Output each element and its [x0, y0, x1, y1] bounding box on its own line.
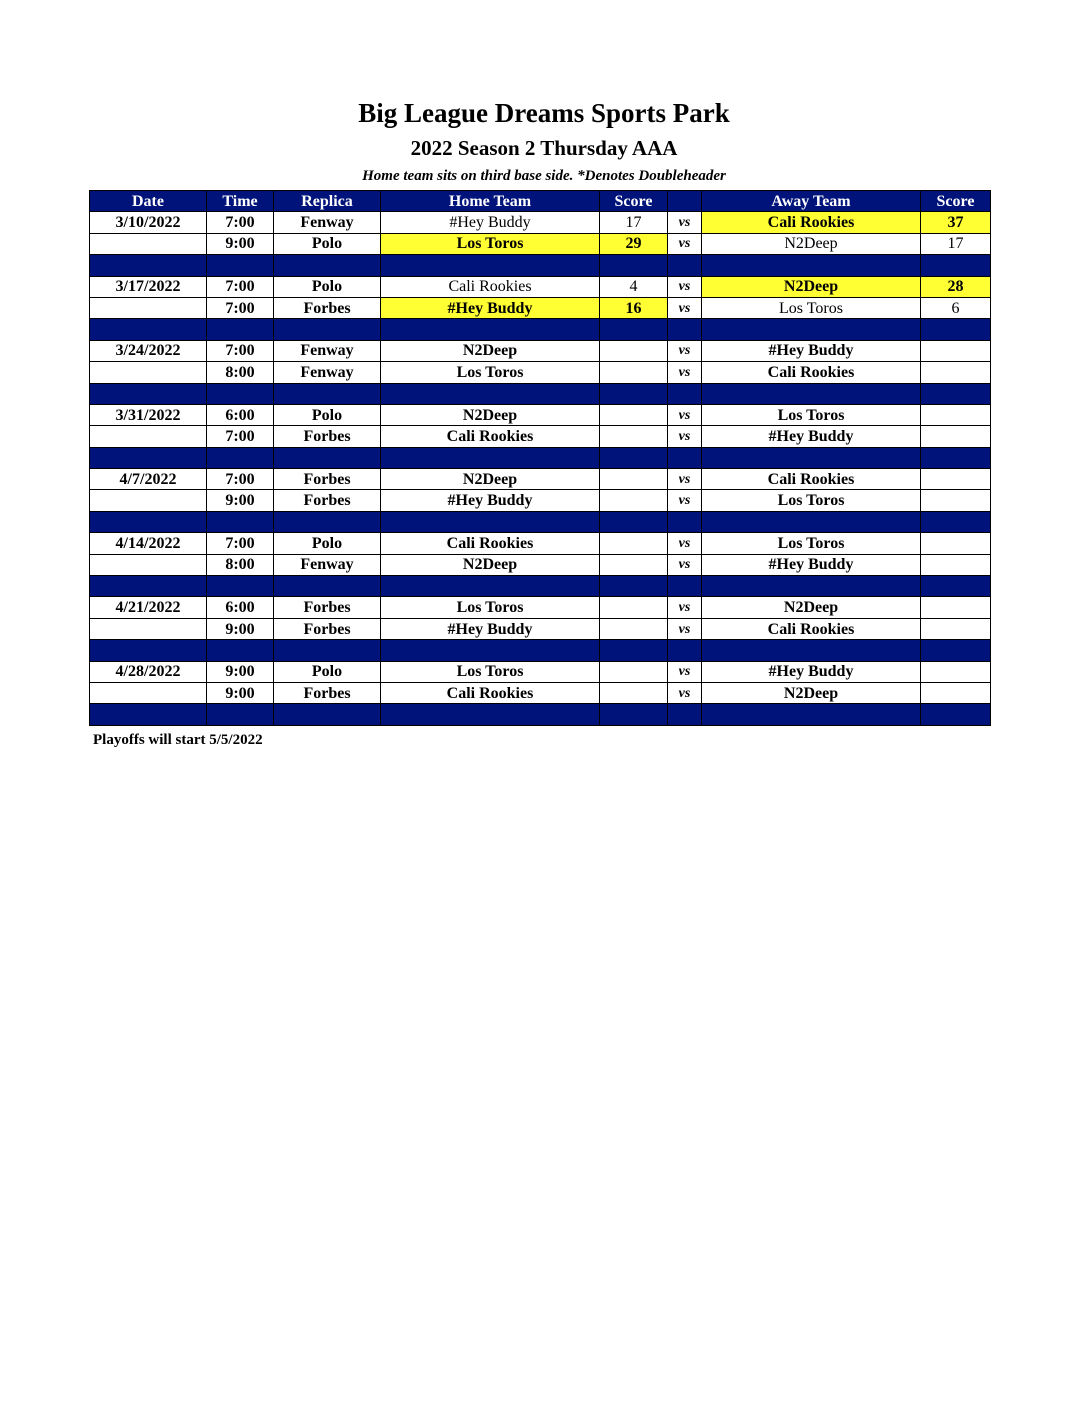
separator-row — [90, 255, 991, 276]
time-cell: 9:00 — [207, 490, 274, 511]
home-team-cell: N2Deep — [381, 404, 600, 425]
away-team-cell: N2Deep — [702, 597, 921, 618]
vs-cell: vs — [668, 554, 702, 575]
separator-row — [90, 447, 991, 468]
away-team-cell: Los Toros — [702, 297, 921, 318]
away-score-cell — [921, 682, 991, 703]
time-cell: 9:00 — [207, 233, 274, 254]
header-time: Time — [207, 191, 274, 212]
home-team-cell: Cali Rookies — [381, 276, 600, 297]
home-score-cell: 29 — [600, 233, 668, 254]
home-team-cell: Los Toros — [381, 233, 600, 254]
away-team-cell: Cali Rookies — [702, 469, 921, 490]
time-cell: 9:00 — [207, 661, 274, 682]
vs-cell: vs — [668, 618, 702, 639]
time-cell: 7:00 — [207, 426, 274, 447]
replica-cell: Fenway — [274, 554, 381, 575]
away-score-cell — [921, 469, 991, 490]
date-cell: 4/14/2022 — [90, 533, 207, 554]
home-score-cell — [600, 404, 668, 425]
home-score-cell — [600, 469, 668, 490]
header-vs — [668, 191, 702, 212]
date-cell — [90, 490, 207, 511]
table-row — [90, 340, 991, 361]
page-title: Big League Dreams Sports Park — [358, 98, 730, 128]
home-team-cell: #Hey Buddy — [381, 297, 600, 318]
away-score-cell — [921, 661, 991, 682]
home-team-cell: #Hey Buddy — [381, 212, 600, 233]
replica-cell: Polo — [274, 533, 381, 554]
time-cell: 8:00 — [207, 362, 274, 383]
vs-cell: vs — [668, 276, 702, 297]
away-team-cell: #Hey Buddy — [702, 340, 921, 361]
table-row — [90, 233, 991, 254]
time-cell: 6:00 — [207, 404, 274, 425]
separator-row — [90, 319, 991, 340]
header-away-team: Away Team — [702, 191, 921, 212]
replica-cell: Forbes — [274, 490, 381, 511]
time-cell: 9:00 — [207, 618, 274, 639]
home-score-cell: 4 — [600, 276, 668, 297]
separator-row — [90, 704, 991, 725]
time-cell: 7:00 — [207, 212, 274, 233]
away-score-cell: 37 — [921, 212, 991, 233]
away-team-cell: #Hey Buddy — [702, 554, 921, 575]
header-home-score: Score — [600, 191, 668, 212]
replica-cell: Polo — [274, 276, 381, 297]
date-cell: 3/31/2022 — [90, 404, 207, 425]
table-row — [90, 490, 991, 511]
separator-row — [90, 383, 991, 404]
table-row — [90, 426, 991, 447]
replica-cell: Polo — [274, 233, 381, 254]
away-team-cell: #Hey Buddy — [702, 426, 921, 447]
table-row — [90, 533, 991, 554]
away-score-cell: 6 — [921, 297, 991, 318]
date-cell — [90, 362, 207, 383]
replica-cell: Fenway — [274, 362, 381, 383]
date-cell — [90, 618, 207, 639]
away-score-cell — [921, 618, 991, 639]
home-score-cell — [600, 362, 668, 383]
table-row — [90, 597, 991, 618]
away-score-cell — [921, 533, 991, 554]
replica-cell: Forbes — [274, 597, 381, 618]
home-team-cell: Cali Rookies — [381, 533, 600, 554]
vs-cell: vs — [668, 597, 702, 618]
home-team-cell: N2Deep — [381, 469, 600, 490]
table-row — [90, 554, 991, 575]
away-score-cell — [921, 490, 991, 511]
vs-cell: vs — [668, 682, 702, 703]
home-team-cell: Los Toros — [381, 661, 600, 682]
date-cell — [90, 682, 207, 703]
page-subtitle: 2022 Season 2 Thursday AAA — [410, 136, 678, 160]
home-team-cell: #Hey Buddy — [381, 618, 600, 639]
table-row — [90, 362, 991, 383]
header-away-score: Score — [921, 191, 991, 212]
vs-cell: vs — [668, 362, 702, 383]
home-team-cell: Los Toros — [381, 597, 600, 618]
table-row — [90, 661, 991, 682]
schedule-table — [89, 190, 991, 726]
home-score-cell — [600, 490, 668, 511]
replica-cell: Forbes — [274, 469, 381, 490]
away-team-cell: #Hey Buddy — [702, 661, 921, 682]
away-team-cell: Los Toros — [702, 490, 921, 511]
time-cell: 7:00 — [207, 297, 274, 318]
header-replica: Replica — [274, 191, 381, 212]
date-cell — [90, 426, 207, 447]
vs-cell: vs — [668, 533, 702, 554]
vs-cell: vs — [668, 297, 702, 318]
vs-cell: vs — [668, 490, 702, 511]
date-cell: 4/21/2022 — [90, 597, 207, 618]
vs-cell: vs — [668, 469, 702, 490]
table-row — [90, 682, 991, 703]
separator-row — [90, 576, 991, 597]
separator-row — [90, 640, 991, 661]
replica-cell: Forbes — [274, 682, 381, 703]
table-row — [90, 618, 991, 639]
time-cell: 7:00 — [207, 276, 274, 297]
date-cell: 4/28/2022 — [90, 661, 207, 682]
playoffs-note: Playoffs will start 5/5/2022 — [93, 732, 263, 748]
replica-cell: Fenway — [274, 340, 381, 361]
vs-cell: vs — [668, 340, 702, 361]
date-cell: 4/7/2022 — [90, 469, 207, 490]
away-score-cell — [921, 597, 991, 618]
date-cell: 3/10/2022 — [90, 212, 207, 233]
home-team-cell: #Hey Buddy — [381, 490, 600, 511]
date-cell — [90, 297, 207, 318]
date-cell: 3/24/2022 — [90, 340, 207, 361]
away-team-cell: Cali Rookies — [702, 618, 921, 639]
home-team-cell: Cali Rookies — [381, 426, 600, 447]
away-score-cell — [921, 554, 991, 575]
time-cell: 7:00 — [207, 340, 274, 361]
time-cell: 8:00 — [207, 554, 274, 575]
vs-cell: vs — [668, 661, 702, 682]
doubleheader-note: Home team sits on third base side. *Denotes Doubleheader — [362, 168, 726, 184]
time-cell: 9:00 — [207, 682, 274, 703]
home-score-cell — [600, 618, 668, 639]
table-row — [90, 469, 991, 490]
away-team-cell: Los Toros — [702, 404, 921, 425]
vs-cell: vs — [668, 212, 702, 233]
away-score-cell — [921, 340, 991, 361]
header-row — [90, 191, 991, 212]
home-team-cell: N2Deep — [381, 340, 600, 361]
away-score-cell — [921, 426, 991, 447]
away-score-cell: 28 — [921, 276, 991, 297]
home-score-cell — [600, 661, 668, 682]
home-score-cell — [600, 597, 668, 618]
home-score-cell — [600, 682, 668, 703]
away-team-cell: N2Deep — [702, 276, 921, 297]
away-score-cell — [921, 362, 991, 383]
home-score-cell: 17 — [600, 212, 668, 233]
away-team-cell: Los Toros — [702, 533, 921, 554]
replica-cell: Polo — [274, 661, 381, 682]
header-date: Date — [90, 191, 207, 212]
time-cell: 7:00 — [207, 533, 274, 554]
vs-cell: vs — [668, 233, 702, 254]
separator-row — [90, 511, 991, 532]
replica-cell: Polo — [274, 404, 381, 425]
away-team-cell: Cali Rookies — [702, 362, 921, 383]
home-team-cell: Cali Rookies — [381, 682, 600, 703]
away-score-cell — [921, 404, 991, 425]
home-score-cell — [600, 426, 668, 447]
time-cell: 7:00 — [207, 469, 274, 490]
away-team-cell: N2Deep — [702, 682, 921, 703]
vs-cell: vs — [668, 404, 702, 425]
home-team-cell: N2Deep — [381, 554, 600, 575]
home-score-cell — [600, 533, 668, 554]
table-row — [90, 297, 991, 318]
table-row — [90, 404, 991, 425]
header-home-team: Home Team — [381, 191, 600, 212]
vs-cell: vs — [668, 426, 702, 447]
home-team-cell: Los Toros — [381, 362, 600, 383]
table-row — [90, 276, 991, 297]
home-score-cell: 16 — [600, 297, 668, 318]
replica-cell: Fenway — [274, 212, 381, 233]
home-score-cell — [600, 340, 668, 361]
away-team-cell: N2Deep — [702, 233, 921, 254]
replica-cell: Forbes — [274, 297, 381, 318]
date-cell — [90, 233, 207, 254]
away-score-cell: 17 — [921, 233, 991, 254]
replica-cell: Forbes — [274, 618, 381, 639]
away-team-cell: Cali Rookies — [702, 212, 921, 233]
home-score-cell — [600, 554, 668, 575]
date-cell — [90, 554, 207, 575]
replica-cell: Forbes — [274, 426, 381, 447]
date-cell: 3/17/2022 — [90, 276, 207, 297]
time-cell: 6:00 — [207, 597, 274, 618]
table-row — [90, 212, 991, 233]
